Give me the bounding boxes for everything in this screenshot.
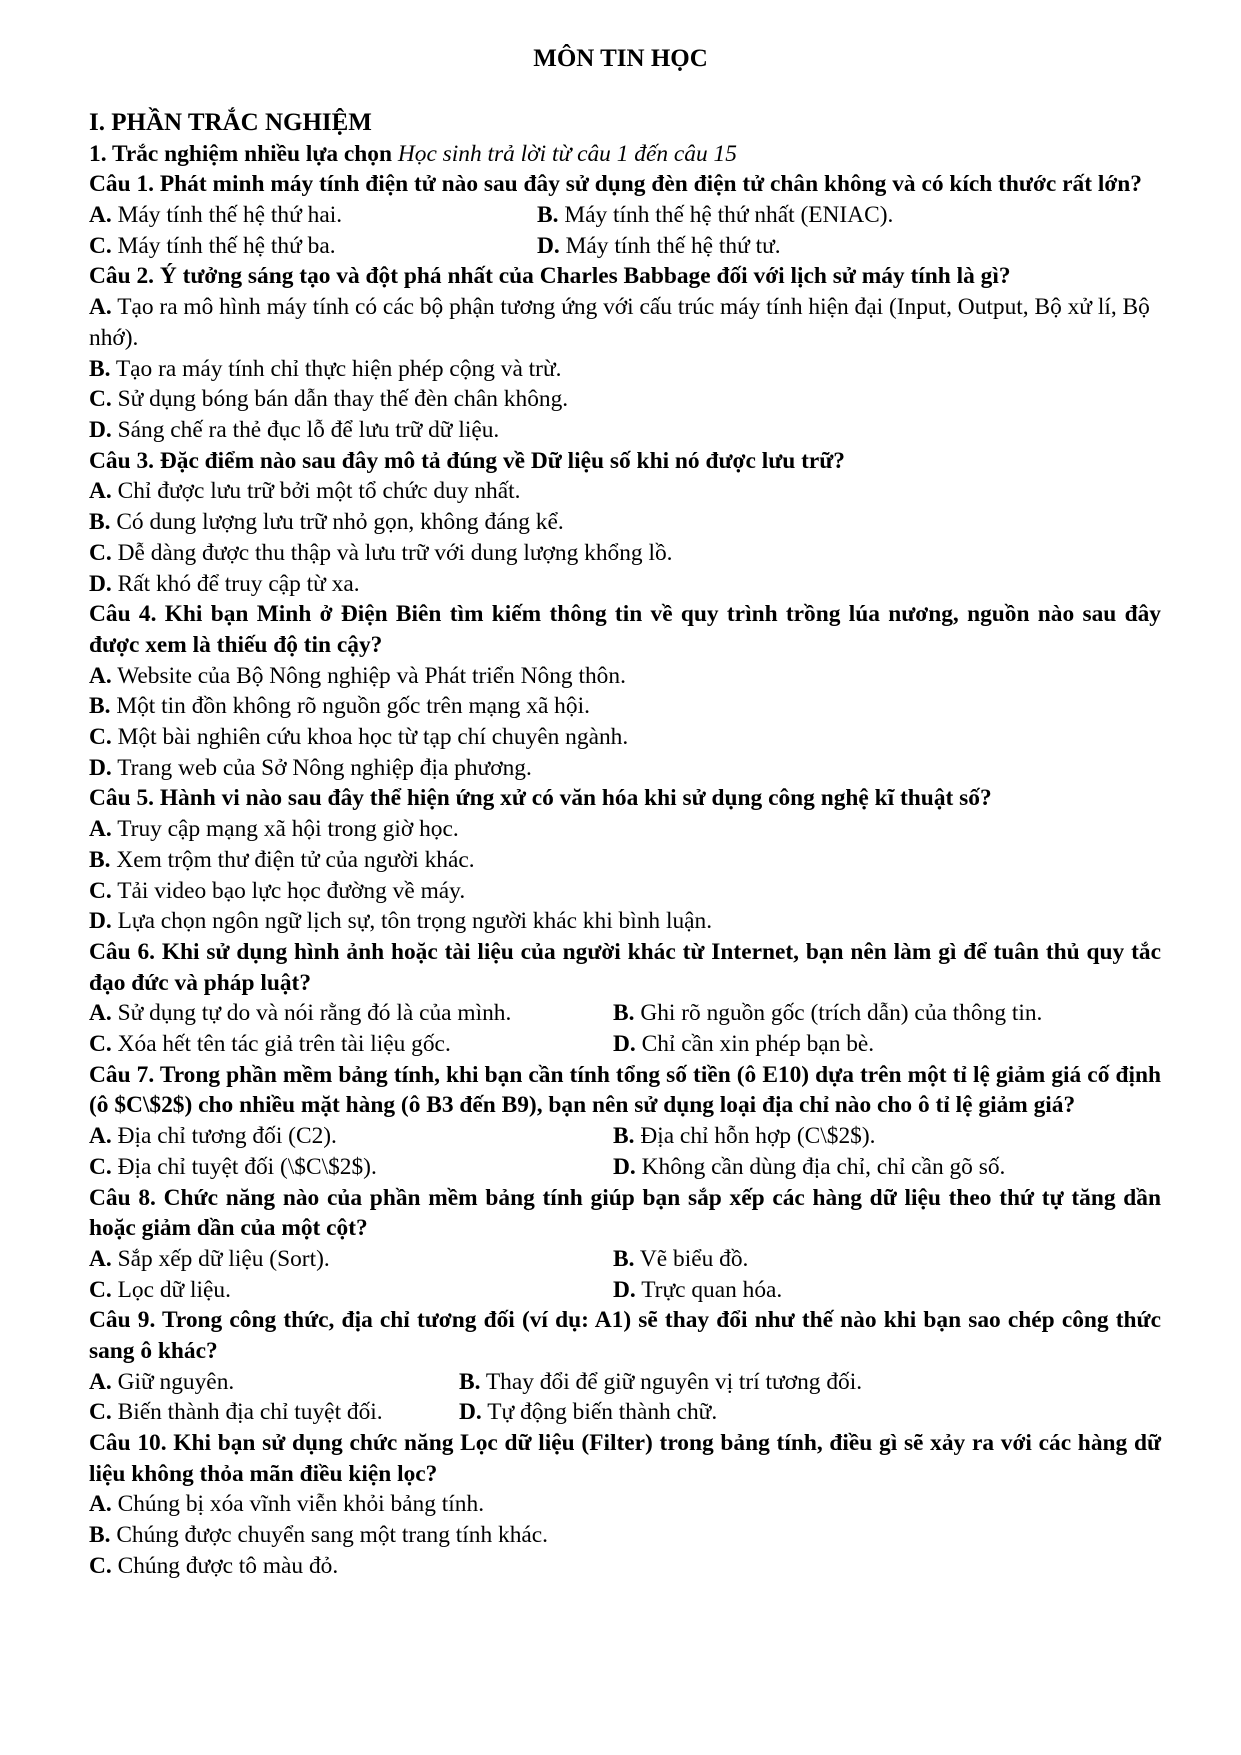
option-a: A. Chúng bị xóa vĩnh viễn khỏi bảng tính. — [89, 1491, 485, 1518]
question-5 — [89, 783, 1161, 814]
question-text: Ý tưởng sáng tạo và đột phá nhất của Charles Babbage đối với lịch sử máy tính là gì? — [159, 263, 1011, 290]
option-b: B. Tạo ra máy tính chỉ thực hiện phép cộng và trừ. — [89, 355, 562, 382]
question-text: Đặc điểm nào sau đây mô tả đúng về Dữ liệu số khi nó được lưu trữ? — [159, 447, 845, 474]
option-d: D. Rất khó để truy cập từ xa. — [89, 570, 360, 597]
option-a: A. Tạo ra mô hình máy tính có các bộ phận tương ứng với cấu trúc máy tính hiện đại (Input, Output, Bộ xử lí, Bộ nhớ). — [89, 294, 1150, 351]
option-a: A. Giữ nguyên. — [89, 1368, 235, 1395]
option-c: C. Lọc dữ liệu. — [89, 1276, 231, 1303]
question-4 — [89, 599, 1161, 660]
option-b: B. Có dung lượng lưu trữ nhỏ gọn, không đáng kể. — [89, 509, 564, 536]
part-heading — [89, 139, 1161, 170]
option-a: A. Sử dụng tự do và nói rằng đó là của mình. — [89, 1000, 512, 1027]
options-row — [89, 1397, 1161, 1428]
question-8 — [89, 1183, 1161, 1244]
page-title: MÔN TIN HỌC — [533, 45, 708, 72]
question-label: Câu 5. — [89, 785, 154, 812]
options-row — [89, 1367, 1161, 1398]
section-heading: I. PHẦN TRẮC NGHIỆM — [89, 109, 372, 136]
option-d: D. Lựa chọn ngôn ngữ lịch sự, tôn trọng người khác khi bình luận. — [89, 908, 713, 935]
option-d: D. Tự động biến thành chữ. — [459, 1399, 718, 1426]
question-text: Chức năng nào của phần mềm bảng tính giúp bạn sắp xếp các hàng dữ liệu theo thứ tự tăng dần hoặc giảm dần của một cột? — [89, 1184, 1161, 1242]
option-b: B. Một tin đồn không rõ nguồn gốc trên mạng xã hội. — [89, 693, 590, 720]
question-label: Câu 7. — [89, 1061, 155, 1088]
option-d: D. Máy tính thế hệ thứ tư. — [537, 232, 781, 259]
option-b: B. Xem trộm thư điện tử của người khác. — [89, 846, 475, 873]
option-a: A. Chỉ được lưu trữ bởi một tổ chức duy nhất. — [89, 478, 521, 505]
option-d: D. Trang web của Sở Nông nghiệp địa phương. — [89, 754, 532, 781]
options-row — [89, 1121, 1161, 1152]
option-a: A. Địa chỉ tương đối (C2). — [89, 1123, 337, 1150]
question-10 — [89, 1428, 1161, 1489]
question-9 — [89, 1305, 1161, 1366]
question-2 — [89, 261, 1161, 292]
question-label: Câu 6. — [89, 938, 155, 965]
question-label: Câu 9. — [89, 1307, 156, 1334]
option-a: A. Truy cập mạng xã hội trong giờ học. — [89, 816, 459, 843]
question-label: Câu 3. — [89, 447, 154, 474]
question-text: Khi sử dụng hình ảnh hoặc tài liệu của người khác từ Internet, bạn nên làm gì để tuân thủ quy tắc đạo đức và pháp luật? — [89, 938, 1161, 996]
option-b: B. Thay đổi để giữ nguyên vị trí tương đối. — [459, 1368, 863, 1395]
question-text: Hành vi nào sau đây thể hiện ứng xử có văn hóa khi sử dụng công nghệ kĩ thuật số? — [159, 785, 992, 812]
options-row — [89, 1152, 1161, 1183]
options-row — [89, 200, 1161, 231]
exam-content — [89, 108, 1161, 1582]
question-text: Trong công thức, địa chỉ tương đối (ví dụ: A1) sẽ thay đổi như thế nào khi bạn sao chép công thức sang ô khác? — [89, 1307, 1161, 1364]
question-7 — [89, 1060, 1161, 1121]
option-d: D. Không cần dùng địa chỉ, chỉ cần gõ số. — [613, 1153, 1006, 1180]
options-row — [89, 1029, 1161, 1060]
question-1 — [89, 169, 1161, 200]
option-b: B. Ghi rõ nguồn gốc (trích dẫn) của thông tin. — [613, 1000, 1043, 1027]
option-a: A. Máy tính thế hệ thứ hai. — [89, 202, 343, 229]
question-text: Phát minh máy tính điện tử nào sau đây sử dụng đèn điện tử chân không và có kích thước rất lớn? — [159, 171, 1143, 198]
option-c: C. Dễ dàng được thu thập và lưu trữ với dung lượng khổng lồ. — [89, 539, 673, 566]
option-c: C. Tải video bạo lực học đường về máy. — [89, 877, 466, 904]
option-c: C. Một bài nghiên cứu khoa học từ tạp chí chuyên ngành. — [89, 724, 629, 751]
question-label: Câu 10. — [89, 1430, 167, 1457]
option-d: D. Chỉ cần xin phép bạn bè. — [613, 1031, 875, 1058]
option-c: C. Sử dụng bóng bán dẫn thay thế đèn chân không. — [89, 386, 569, 413]
part-label: 1. Trắc nghiệm nhiều lựa chọn — [89, 140, 392, 167]
question-6 — [89, 937, 1161, 998]
option-c: C. Máy tính thế hệ thứ ba. — [89, 232, 336, 259]
option-b: B. Địa chỉ hỗn hợp (C\$2$). — [613, 1123, 876, 1150]
option-b: B. Chúng được chuyển sang một trang tính khác. — [89, 1522, 549, 1549]
question-3 — [89, 446, 1161, 477]
option-b: B. Vẽ biểu đồ. — [613, 1245, 749, 1272]
question-label: Câu 4. — [89, 601, 157, 628]
options-row — [89, 998, 1161, 1029]
options-row — [89, 1244, 1161, 1275]
question-label: Câu 8. — [89, 1184, 156, 1211]
question-text: Khi bạn Minh ở Điện Biên tìm kiếm thông tin về quy trình trồng lúa nương, nguồn nào sau đây được xem là thiếu độ tin cậy? — [89, 601, 1161, 658]
option-c: C. Biến thành địa chỉ tuyệt đối. — [89, 1399, 383, 1426]
options-row — [89, 231, 1161, 262]
option-b: B. Máy tính thế hệ thứ nhất (ENIAC). — [537, 202, 894, 229]
question-text: Trong phần mềm bảng tính, khi bạn cần tính tổng số tiền (ô E10) dựa trên một tỉ lệ giảm giá cố định (ô $C\$2$) cho nhiều mặt hàng (ô B3 đến B9), bạn nên sử dụng loại địa chỉ nào cho ô tỉ lệ giảm giá? — [89, 1061, 1161, 1119]
part-note: Học sinh trả lời từ câu 1 đến câu 15 — [397, 140, 737, 167]
option-c: C. Xóa hết tên tác giả trên tài liệu gốc. — [89, 1031, 451, 1058]
option-d: D. Trực quan hóa. — [613, 1276, 783, 1303]
question-label: Câu 2. — [89, 263, 154, 290]
option-a: A. Website của Bộ Nông nghiệp và Phát triển Nông thôn. — [89, 662, 626, 689]
option-a: A. Sắp xếp dữ liệu (Sort). — [89, 1245, 330, 1272]
option-c: C. Địa chỉ tuyệt đối (\$C\$2$). — [89, 1153, 377, 1180]
option-c: C. Chúng được tô màu đỏ. — [89, 1552, 339, 1579]
options-row — [89, 1275, 1161, 1306]
option-d: D. Sáng chế ra thẻ đục lỗ để lưu trữ dữ liệu. — [89, 417, 500, 443]
question-text: Khi bạn sử dụng chức năng Lọc dữ liệu (Filter) trong bảng tính, điều gì sẽ xảy ra với các hàng dữ liệu không thỏa mãn điều kiện lọc? — [89, 1430, 1161, 1487]
question-label: Câu 1. — [89, 171, 154, 198]
